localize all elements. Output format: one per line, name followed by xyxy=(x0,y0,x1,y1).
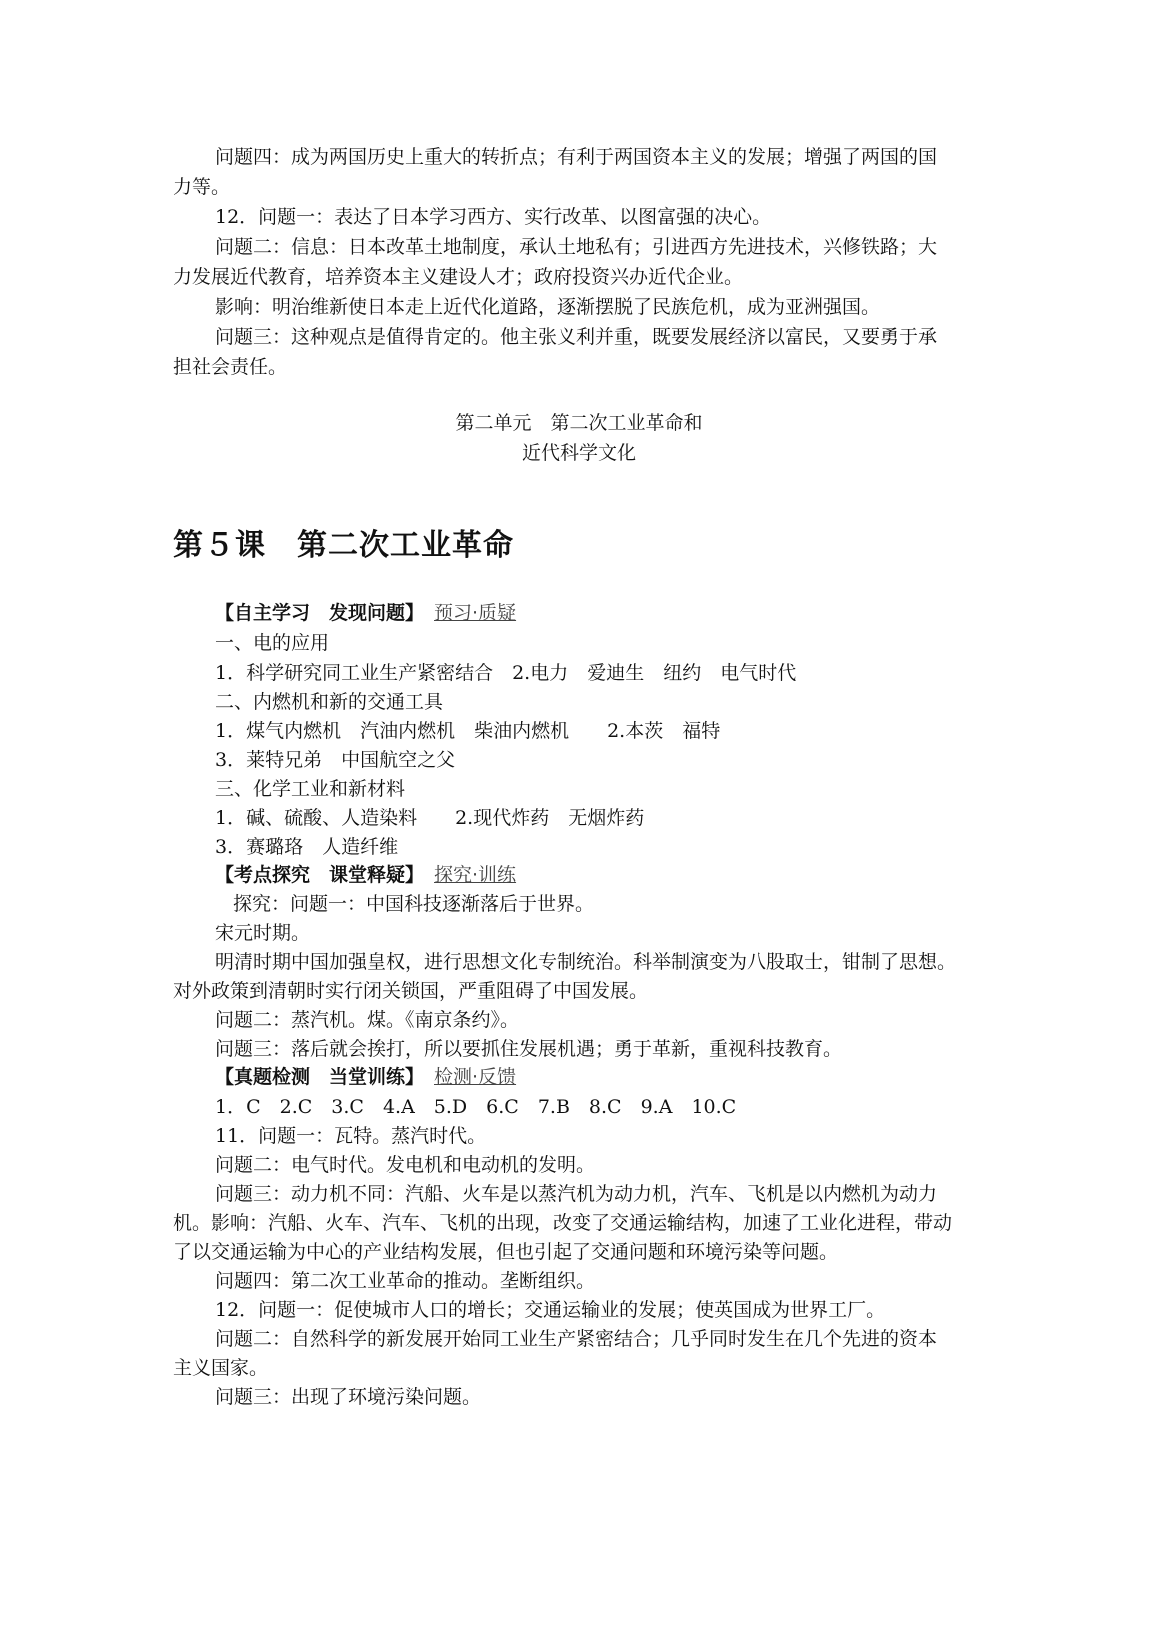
answer-line: 二、内燃机和新的交通工具 xyxy=(215,691,444,713)
section-tag: 预习·质疑 xyxy=(434,602,517,624)
answer-line: 机。影响：汽船、火车、汽车、飞机的出现，改变了交通运输结构，加速了工业化进程，带动 xyxy=(173,1212,953,1234)
answer-line: 问题二：自然科学的新发展开始同工业生产紧密结合；几乎同时发生在几个先进的资本 xyxy=(215,1328,938,1350)
self-study-heading-row xyxy=(173,598,993,629)
answer-line: 对外政策到清朝时实行闭关锁国，严重阻碍了中国发展。 xyxy=(173,980,649,1002)
answer-line: 1．科学研究同工业生产紧密结合 2.电力 爱迪生 纽约 电气时代 xyxy=(215,662,797,684)
answer-line: 明清时期中国加强皇权，进行思想文化专制统治。科举制演变为八股取士，钳制了思想。 xyxy=(215,951,957,973)
answer-line: 问题三：动力机不同：汽船、火车是以蒸汽机为动力机，汽车、飞机是以内燃机为动力 xyxy=(215,1183,938,1205)
answer-line: 了以交通运输为中心的产业结构发展，但也引起了交通问题和环境污染等问题。 xyxy=(173,1241,839,1263)
answer-line: 11．问题一：瓦特。蒸汽时代。 xyxy=(215,1125,487,1147)
unit-title-line1: 第二单元 第二次工业革命和 xyxy=(455,412,703,434)
explore-heading-row xyxy=(173,860,993,891)
section-heading: 【真题检测 当堂训练】 xyxy=(215,1066,425,1088)
answer-line: 三、化学工业和新材料 xyxy=(215,778,406,800)
answer-line: 1．煤气内燃机 汽油内燃机 柴油内燃机 2.本茨 福特 xyxy=(215,720,721,742)
answer-line: 3．赛璐珞 人造纤维 xyxy=(215,836,399,858)
unit-title-line2: 近代科学文化 xyxy=(521,442,636,464)
answer-line: 12．问题一：促使城市人口的增长；交通运输业的发展；使英国成为世界工厂。 xyxy=(215,1299,886,1321)
answer-line: 宋元时期。 xyxy=(215,922,311,944)
answer-line: 问题二：信息：日本改革土地制度，承认土地私有；引进西方先进技术，兴修铁路；大 xyxy=(215,236,938,258)
answer-line: 力发展近代教育，培养资本主义建设人才；政府投资兴办近代企业。 xyxy=(173,266,744,288)
answer-line: 1．碱、硫酸、人造染料 2.现代炸药 无烟炸药 xyxy=(215,807,645,829)
section-heading: 【自主学习 发现问题】 xyxy=(215,602,425,624)
section-tag: 检测·反馈 xyxy=(434,1066,517,1088)
answer-line: 一、电的应用 xyxy=(215,632,330,654)
answer-line: 1．C 2.C 3.C 4.A 5.D 6.C 7.B 8.C 9.A 10.C xyxy=(215,1096,737,1118)
answer-line: 问题二：蒸汽机。煤。《南京条约》。 xyxy=(215,1009,520,1031)
answer-line: 问题二：电气时代。发电机和电动机的发明。 xyxy=(215,1154,596,1176)
answer-line: 12．问题一：表达了日本学习西方、实行改革、以图富强的决心。 xyxy=(215,206,772,228)
section-tag: 探究·训练 xyxy=(434,864,517,886)
section-heading: 【考点探究 课堂释疑】 xyxy=(215,864,425,886)
answer-line: 问题三：出现了环境污染问题。 xyxy=(215,1386,482,1408)
answer-line: 问题三：这种观点是值得肯定的。他主张义利并重，既要发展经济以富民，又要勇于承 xyxy=(215,326,938,348)
answer-line: 探究：问题一：中国科技逐渐落后于世界。 xyxy=(233,893,595,915)
answer-line: 问题三：落后就会挨打，所以要抓住发展机遇；勇于革新，重视科技教育。 xyxy=(215,1038,843,1060)
answer-line: 力等。 xyxy=(173,176,231,198)
test-heading-row xyxy=(173,1062,993,1093)
answer-line: 影响：明治维新使日本走上近代化道路，逐渐摆脱了民族危机，成为亚洲强国。 xyxy=(215,296,881,318)
answer-line: 主义国家。 xyxy=(173,1357,269,1379)
lesson-title: 第５课 第二次工业革命 xyxy=(173,528,514,563)
answer-line: 问题四：成为两国历史上重大的转折点；有利于两国资本主义的发展；增强了两国的国 xyxy=(215,146,938,168)
answer-line: 担社会责任。 xyxy=(173,356,288,378)
answer-line: 3．莱特兄弟 中国航空之父 xyxy=(215,749,456,771)
answer-line: 问题四：第二次工业革命的推动。垄断组织。 xyxy=(215,1270,596,1292)
